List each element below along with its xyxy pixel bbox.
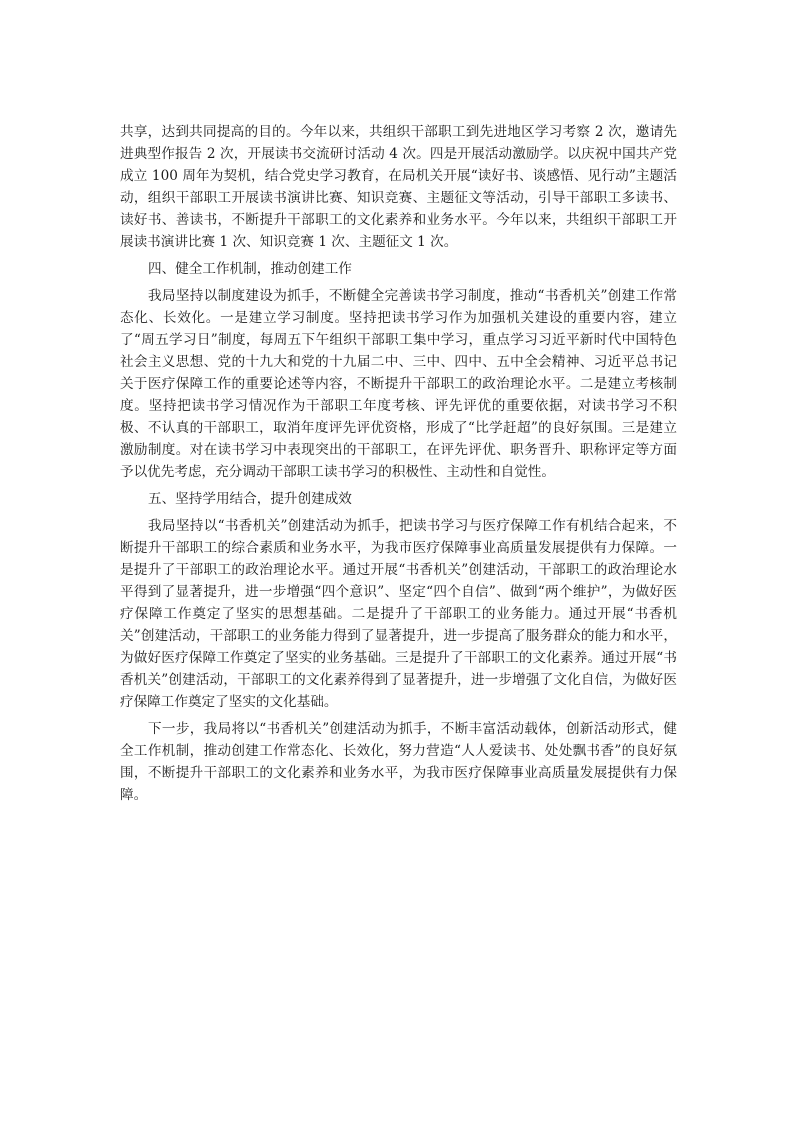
section-heading-5: 五、坚持学用结合，提升创建成效 bbox=[148, 491, 352, 507]
paragraph-next-steps: 下一步，我局将以“书香机关”创建活动为抓手，不断丰富活动载体，创新活动形式，健全工作机制，推动创建工作常态化、长效化，努力营造“人人爱读书、处处飘书香”的良好氛围，不断提升干部职工的文化素养和业务水平，为我市医疗保障事业高质量发展提供有力保障。 bbox=[120, 721, 677, 803]
section-heading-4: 四、健全工作机制，推动创建工作 bbox=[148, 261, 352, 277]
paragraph-continuation: 共享，达到共同提高的目的。今年以来，共组织干部职工到先进地区学习考察 2 次，邀请先进典型作报告 2 次，开展读书交流研讨活动 4 次。四是开展活动激励学。以庆祝中国共产党成立 100 周年为契机，结合党史学习教育，在局机关开展“读好书、谈感悟、见行动”主题活动，组织干部职工开展读书演讲比赛、知识竞赛、主题征文等活动，引导干部职工多读书、读好书、善读书，不断提升干部职工的文化素养和业务水平。今年以来，共组织干部职工开展读书演讲比赛 1 次、知识竞赛 1 次、主题征文 1 次。 bbox=[120, 124, 677, 250]
document-page bbox=[120, 121, 677, 811]
paragraph-section-4: 我局坚持以制度建设为抓手，不断健全完善读书学习制度，推动“书香机关”创建工作常态化、长效化。一是建立学习制度。坚持把读书学习作为加强机关建设的重要内容，建立了“周五学习日”制度，每周五下午组织干部职工集中学习，重点学习习近平新时代中国特色社会主义思想、党的十九大和党的十九届二中、三中、四中、五中全会精神、习近平总书记关于医疗保障工作的重要论述等内容，不断提升干部职工的政治理论水平。二是建立考核制度。坚持把读书学习情况作为干部职工年度考核、评先评优的重要依据，对读书学习不积极、不认真的干部职工，取消年度评先评优资格，形成了“比学赶超”的良好氛围。三是建立激励制度。对在读书学习中表现突出的干部职工，在评先评优、职务晋升、职称评定等方面予以优先考虑，充分调动干部职工读书学习的积极性、主动性和自觉性。 bbox=[120, 288, 677, 480]
paragraph-section-5: 我局坚持以“书香机关”创建活动为抓手，把读书学习与医疗保障工作有机结合起来，不断提升干部职工的综合素质和业务水平，为我市医疗保障事业高质量发展提供有力保障。一是提升了干部职工的政治理论水平。通过开展“书香机关”创建活动，干部职工的政治理论水平得到了显著提升，进一步增强“四个意识”、坚定“四个自信”、做到“两个维护”，为做好医疗保障工作奠定了坚实的思想基础。二是提升了干部职工的业务能力。通过开展“书香机关”创建活动，干部职工的业务能力得到了显著提升，进一步提高了服务群众的能力和水平，为做好医疗保障工作奠定了坚实的业务基础。三是提升了干部职工的文化素养。通过开展“书香机关”创建活动，干部职工的文化素养得到了显著提升，进一步增强了文化自信，为做好医疗保障工作奠定了坚实的文化基础。 bbox=[120, 518, 677, 710]
